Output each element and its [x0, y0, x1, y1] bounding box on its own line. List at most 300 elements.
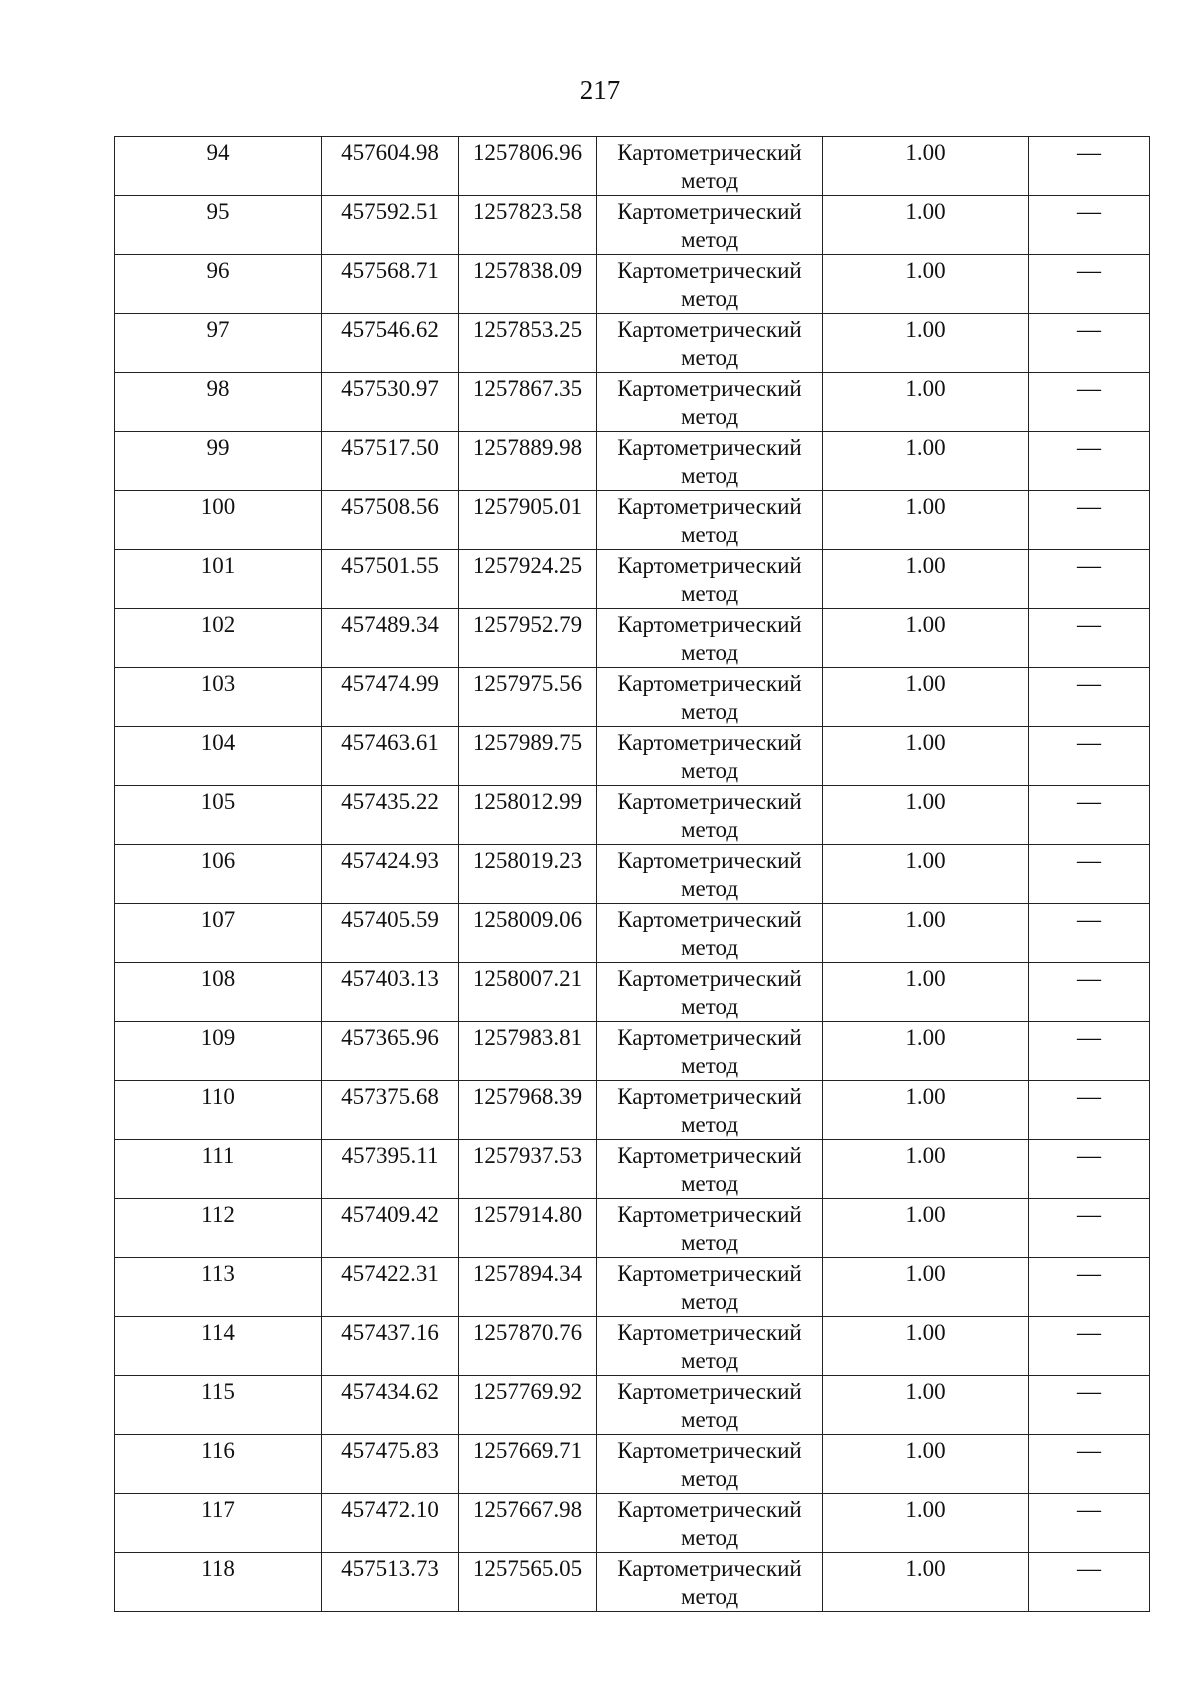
x-coordinate-value: 457513.73 — [341, 1556, 439, 1581]
table-row — [115, 196, 1150, 255]
method-cell — [597, 1376, 823, 1435]
method-cell — [597, 1317, 823, 1376]
y-coordinate-value: 1257968.39 — [472, 1084, 583, 1109]
method-value: Картометрический метод — [617, 1497, 802, 1550]
note-cell — [1029, 1022, 1150, 1081]
method-cell — [597, 1494, 823, 1553]
accuracy-value: 1.00 — [905, 1379, 946, 1404]
point-number-cell — [115, 1199, 322, 1258]
x-coordinate-value: 457472.10 — [341, 1497, 439, 1522]
x-coordinate-value: 457375.68 — [341, 1084, 439, 1109]
x-coordinate-cell — [322, 1494, 459, 1553]
page-number: 217 — [579, 75, 621, 105]
note-value: — — [1077, 1084, 1101, 1110]
point-number-value: 116 — [201, 1438, 235, 1463]
y-coordinate-value: 1257838.09 — [472, 258, 583, 283]
y-coordinate-value: 1257889.98 — [472, 435, 583, 460]
x-coordinate-value: 457501.55 — [341, 553, 439, 578]
x-coordinate-cell — [322, 727, 459, 786]
point-number-value: 95 — [206, 199, 230, 224]
x-coordinate-cell — [322, 373, 459, 432]
method-cell — [597, 550, 823, 609]
table-row — [115, 491, 1150, 550]
x-coordinate-cell — [322, 196, 459, 255]
method-value: Картометрический метод — [617, 553, 802, 606]
method-value: Картометрический метод — [617, 1261, 802, 1314]
accuracy-cell — [823, 609, 1029, 668]
point-number-value: 97 — [206, 317, 230, 342]
table-row — [115, 432, 1150, 491]
accuracy-cell — [823, 786, 1029, 845]
table-row — [115, 963, 1150, 1022]
note-value: — — [1077, 435, 1101, 461]
method-value: Картометрический метод — [617, 1379, 802, 1432]
table-row — [115, 1494, 1150, 1553]
accuracy-value: 1.00 — [905, 1202, 946, 1227]
x-coordinate-value: 457365.96 — [341, 1025, 439, 1050]
accuracy-cell — [823, 491, 1029, 550]
point-number-value: 101 — [200, 553, 236, 578]
method-value: Картометрический метод — [617, 494, 802, 547]
accuracy-value: 1.00 — [905, 1025, 946, 1050]
coordinates-table — [114, 136, 1150, 1612]
point-number-cell — [115, 1376, 322, 1435]
y-coordinate-value: 1257867.35 — [472, 376, 583, 401]
x-coordinate-value: 457422.31 — [341, 1261, 439, 1286]
method-cell — [597, 137, 823, 196]
point-number-value: 98 — [206, 376, 230, 401]
x-coordinate-value: 457434.62 — [341, 1379, 439, 1404]
method-value: Картометрический метод — [617, 376, 802, 429]
accuracy-cell — [823, 432, 1029, 491]
x-coordinate-cell — [322, 255, 459, 314]
note-cell — [1029, 1199, 1150, 1258]
accuracy-value: 1.00 — [905, 1438, 946, 1463]
point-number-cell — [115, 432, 322, 491]
method-cell — [597, 845, 823, 904]
y-coordinate-cell — [459, 1199, 597, 1258]
method-cell — [597, 1081, 823, 1140]
point-number-value: 105 — [200, 789, 236, 814]
x-coordinate-value: 457489.34 — [341, 612, 439, 637]
point-number-cell — [115, 373, 322, 432]
note-cell — [1029, 137, 1150, 196]
point-number-cell — [115, 1140, 322, 1199]
point-number-cell — [115, 1494, 322, 1553]
y-coordinate-value: 1257565.05 — [472, 1556, 583, 1581]
point-number-value: 115 — [201, 1379, 235, 1404]
point-number-value: 96 — [206, 258, 230, 283]
note-value: — — [1077, 1025, 1101, 1051]
accuracy-value: 1.00 — [905, 1261, 946, 1286]
accuracy-cell — [823, 668, 1029, 727]
table-row — [115, 137, 1150, 196]
y-coordinate-value: 1257894.34 — [472, 1261, 583, 1286]
point-number-cell — [115, 963, 322, 1022]
y-coordinate-cell — [459, 1081, 597, 1140]
note-cell — [1029, 963, 1150, 1022]
y-coordinate-value: 1257952.79 — [472, 612, 583, 637]
method-value: Картометрический метод — [617, 848, 802, 901]
y-coordinate-value: 1258019.23 — [472, 848, 583, 873]
accuracy-cell — [823, 314, 1029, 373]
note-cell — [1029, 432, 1150, 491]
note-cell — [1029, 904, 1150, 963]
table-row — [115, 904, 1150, 963]
note-value: — — [1077, 730, 1101, 756]
point-number-cell — [115, 1022, 322, 1081]
method-value: Картометрический метод — [617, 789, 802, 842]
table-row — [115, 786, 1150, 845]
y-coordinate-cell — [459, 1317, 597, 1376]
x-coordinate-value: 457474.99 — [341, 671, 439, 696]
note-cell — [1029, 668, 1150, 727]
accuracy-value: 1.00 — [905, 199, 946, 224]
accuracy-cell — [823, 137, 1029, 196]
method-value: Картометрический метод — [617, 1320, 802, 1373]
x-coordinate-value: 457568.71 — [341, 258, 439, 283]
point-number-value: 110 — [201, 1084, 235, 1109]
point-number-value: 112 — [201, 1202, 235, 1227]
point-number-cell — [115, 1081, 322, 1140]
accuracy-value: 1.00 — [905, 553, 946, 578]
x-coordinate-cell — [322, 1258, 459, 1317]
y-coordinate-value: 1257914.80 — [472, 1202, 583, 1227]
note-value: — — [1077, 1438, 1101, 1464]
accuracy-value: 1.00 — [905, 671, 946, 696]
x-coordinate-cell — [322, 314, 459, 373]
x-coordinate-cell — [322, 963, 459, 1022]
table-row — [115, 609, 1150, 668]
point-number-cell — [115, 668, 322, 727]
note-cell — [1029, 314, 1150, 373]
x-coordinate-cell — [322, 550, 459, 609]
x-coordinate-cell — [322, 137, 459, 196]
point-number-value: 108 — [200, 966, 236, 991]
table-row — [115, 845, 1150, 904]
note-value: — — [1077, 258, 1101, 284]
note-cell — [1029, 196, 1150, 255]
note-cell — [1029, 1081, 1150, 1140]
x-coordinate-cell — [322, 1199, 459, 1258]
x-coordinate-cell — [322, 1376, 459, 1435]
note-cell — [1029, 491, 1150, 550]
point-number-value: 104 — [200, 730, 236, 755]
accuracy-cell — [823, 1435, 1029, 1494]
point-number-cell — [115, 904, 322, 963]
coordinates-table-body — [115, 137, 1150, 1612]
y-coordinate-value: 1257905.01 — [472, 494, 583, 519]
x-coordinate-cell — [322, 609, 459, 668]
accuracy-cell — [823, 1081, 1029, 1140]
y-coordinate-value: 1257823.58 — [472, 199, 583, 224]
accuracy-value: 1.00 — [905, 848, 946, 873]
point-number-value: 100 — [200, 494, 236, 519]
method-value: Картометрический метод — [617, 258, 802, 311]
note-cell — [1029, 845, 1150, 904]
point-number-value: 103 — [200, 671, 236, 696]
y-coordinate-cell — [459, 668, 597, 727]
x-coordinate-cell — [322, 432, 459, 491]
accuracy-value: 1.00 — [905, 612, 946, 637]
x-coordinate-value: 457435.22 — [341, 789, 439, 814]
note-value: — — [1077, 376, 1101, 402]
method-value: Картометрический метод — [617, 966, 802, 1019]
y-coordinate-value: 1257983.81 — [472, 1025, 583, 1050]
accuracy-cell — [823, 963, 1029, 1022]
point-number-value: 102 — [200, 612, 236, 637]
y-coordinate-cell — [459, 373, 597, 432]
note-cell — [1029, 1317, 1150, 1376]
note-value: — — [1077, 907, 1101, 933]
accuracy-cell — [823, 1553, 1029, 1612]
accuracy-value: 1.00 — [905, 317, 946, 342]
note-cell — [1029, 786, 1150, 845]
accuracy-value: 1.00 — [905, 1320, 946, 1345]
note-cell — [1029, 373, 1150, 432]
note-cell — [1029, 1376, 1150, 1435]
x-coordinate-cell — [322, 1435, 459, 1494]
method-cell — [597, 314, 823, 373]
y-coordinate-cell — [459, 1258, 597, 1317]
method-cell — [597, 1022, 823, 1081]
y-coordinate-cell — [459, 963, 597, 1022]
y-coordinate-value: 1257870.76 — [472, 1320, 583, 1345]
note-value: — — [1077, 317, 1101, 343]
accuracy-value: 1.00 — [905, 789, 946, 814]
method-cell — [597, 668, 823, 727]
point-number-cell — [115, 255, 322, 314]
y-coordinate-value: 1257937.53 — [472, 1143, 583, 1168]
note-value: — — [1077, 612, 1101, 638]
note-cell — [1029, 609, 1150, 668]
point-number-value: 106 — [200, 848, 236, 873]
point-number-value: 109 — [200, 1025, 236, 1050]
method-value: Картометрический метод — [617, 435, 802, 488]
table-row — [115, 1199, 1150, 1258]
table-row — [115, 1435, 1150, 1494]
point-number-value: 107 — [200, 907, 236, 932]
accuracy-cell — [823, 845, 1029, 904]
point-number-cell — [115, 314, 322, 373]
y-coordinate-cell — [459, 196, 597, 255]
x-coordinate-cell — [322, 786, 459, 845]
y-coordinate-value: 1257669.71 — [472, 1438, 583, 1463]
note-value: — — [1077, 789, 1101, 815]
note-cell — [1029, 727, 1150, 786]
point-number-value: 99 — [206, 435, 230, 460]
point-number-cell — [115, 727, 322, 786]
method-cell — [597, 727, 823, 786]
x-coordinate-cell — [322, 904, 459, 963]
x-coordinate-value: 457424.93 — [341, 848, 439, 873]
y-coordinate-cell — [459, 137, 597, 196]
note-value: — — [1077, 494, 1101, 520]
method-cell — [597, 963, 823, 1022]
method-value: Картометрический метод — [617, 140, 802, 193]
accuracy-cell — [823, 727, 1029, 786]
accuracy-cell — [823, 373, 1029, 432]
x-coordinate-cell — [322, 668, 459, 727]
x-coordinate-value: 457546.62 — [341, 317, 439, 342]
method-cell — [597, 1258, 823, 1317]
x-coordinate-value: 457405.59 — [341, 907, 439, 932]
y-coordinate-value: 1257667.98 — [472, 1497, 583, 1522]
accuracy-value: 1.00 — [905, 376, 946, 401]
accuracy-value: 1.00 — [905, 1497, 946, 1522]
accuracy-value: 1.00 — [905, 1084, 946, 1109]
method-cell — [597, 373, 823, 432]
x-coordinate-value: 457409.42 — [341, 1202, 439, 1227]
x-coordinate-value: 457592.51 — [341, 199, 439, 224]
x-coordinate-cell — [322, 1317, 459, 1376]
note-value: — — [1077, 1497, 1101, 1523]
table-row — [115, 1376, 1150, 1435]
x-coordinate-value: 457604.98 — [341, 140, 439, 165]
method-cell — [597, 255, 823, 314]
accuracy-cell — [823, 1258, 1029, 1317]
note-value: — — [1077, 1261, 1101, 1287]
note-cell — [1029, 550, 1150, 609]
method-value: Картометрический метод — [617, 1025, 802, 1078]
accuracy-cell — [823, 1199, 1029, 1258]
y-coordinate-cell — [459, 432, 597, 491]
accuracy-cell — [823, 904, 1029, 963]
y-coordinate-cell — [459, 1140, 597, 1199]
accuracy-cell — [823, 1494, 1029, 1553]
point-number-value: 94 — [206, 140, 230, 165]
method-value: Картометрический метод — [617, 671, 802, 724]
table-row — [115, 1317, 1150, 1376]
accuracy-cell — [823, 1376, 1029, 1435]
accuracy-cell — [823, 1022, 1029, 1081]
y-coordinate-cell — [459, 727, 597, 786]
method-cell — [597, 432, 823, 491]
y-coordinate-value: 1257924.25 — [472, 553, 583, 578]
note-cell — [1029, 1140, 1150, 1199]
note-value: — — [1077, 1143, 1101, 1169]
table-row — [115, 668, 1150, 727]
method-cell — [597, 491, 823, 550]
method-cell — [597, 1553, 823, 1612]
accuracy-cell — [823, 1317, 1029, 1376]
x-coordinate-cell — [322, 1022, 459, 1081]
point-number-cell — [115, 609, 322, 668]
accuracy-value: 1.00 — [905, 907, 946, 932]
point-number-cell — [115, 1553, 322, 1612]
y-coordinate-value: 1257975.56 — [472, 671, 583, 696]
y-coordinate-cell — [459, 1553, 597, 1612]
y-coordinate-cell — [459, 1494, 597, 1553]
point-number-cell — [115, 491, 322, 550]
note-value: — — [1077, 966, 1101, 992]
accuracy-value: 1.00 — [905, 966, 946, 991]
note-value: — — [1077, 1556, 1101, 1582]
note-value: — — [1077, 848, 1101, 874]
note-value: — — [1077, 671, 1101, 697]
note-cell — [1029, 1435, 1150, 1494]
accuracy-value: 1.00 — [905, 1556, 946, 1581]
y-coordinate-value: 1257769.92 — [472, 1379, 583, 1404]
accuracy-cell — [823, 255, 1029, 314]
note-cell — [1029, 1553, 1150, 1612]
point-number-cell — [115, 845, 322, 904]
y-coordinate-cell — [459, 550, 597, 609]
note-value: — — [1077, 1320, 1101, 1346]
point-number-cell — [115, 1258, 322, 1317]
y-coordinate-value: 1258009.06 — [472, 907, 583, 932]
table-row — [115, 255, 1150, 314]
method-value: Картометрический метод — [617, 1438, 802, 1491]
y-coordinate-value: 1258007.21 — [472, 966, 583, 991]
x-coordinate-cell — [322, 1081, 459, 1140]
y-coordinate-cell — [459, 786, 597, 845]
point-number-cell — [115, 137, 322, 196]
point-number-value: 117 — [201, 1497, 235, 1522]
point-number-cell — [115, 786, 322, 845]
point-number-cell — [115, 550, 322, 609]
accuracy-value: 1.00 — [905, 494, 946, 519]
x-coordinate-value: 457530.97 — [341, 376, 439, 401]
note-cell — [1029, 255, 1150, 314]
y-coordinate-cell — [459, 904, 597, 963]
table-row — [115, 1553, 1150, 1612]
method-value: Картометрический метод — [617, 1556, 802, 1609]
accuracy-value: 1.00 — [905, 1143, 946, 1168]
table-row — [115, 1140, 1150, 1199]
y-coordinate-cell — [459, 1435, 597, 1494]
x-coordinate-value: 457437.16 — [341, 1320, 439, 1345]
method-value: Картометрический метод — [617, 612, 802, 665]
y-coordinate-cell — [459, 845, 597, 904]
y-coordinate-value: 1258012.99 — [472, 789, 583, 814]
table-row — [115, 1022, 1150, 1081]
x-coordinate-cell — [322, 1140, 459, 1199]
point-number-value: 111 — [201, 1143, 235, 1168]
method-cell — [597, 1140, 823, 1199]
method-value: Картометрический метод — [617, 1084, 802, 1137]
point-number-value: 113 — [201, 1261, 235, 1286]
x-coordinate-value: 457475.83 — [341, 1438, 439, 1463]
accuracy-value: 1.00 — [905, 730, 946, 755]
x-coordinate-cell — [322, 1553, 459, 1612]
note-value: — — [1077, 199, 1101, 225]
note-value: — — [1077, 140, 1101, 166]
note-value: — — [1077, 553, 1101, 579]
y-coordinate-value: 1257989.75 — [472, 730, 583, 755]
method-cell — [597, 1435, 823, 1494]
x-coordinate-value: 457517.50 — [341, 435, 439, 460]
accuracy-cell — [823, 196, 1029, 255]
y-coordinate-cell — [459, 1022, 597, 1081]
point-number-cell — [115, 196, 322, 255]
accuracy-cell — [823, 550, 1029, 609]
method-value: Картометрический метод — [617, 199, 802, 252]
point-number-cell — [115, 1317, 322, 1376]
x-coordinate-cell — [322, 845, 459, 904]
note-value: — — [1077, 1202, 1101, 1228]
y-coordinate-cell — [459, 314, 597, 373]
table-row — [115, 727, 1150, 786]
y-coordinate-cell — [459, 609, 597, 668]
table-row — [115, 373, 1150, 432]
x-coordinate-value: 457403.13 — [341, 966, 439, 991]
method-cell — [597, 196, 823, 255]
y-coordinate-value: 1257853.25 — [472, 317, 583, 342]
x-coordinate-value: 457463.61 — [341, 730, 439, 755]
table-row — [115, 1081, 1150, 1140]
method-cell — [597, 1199, 823, 1258]
